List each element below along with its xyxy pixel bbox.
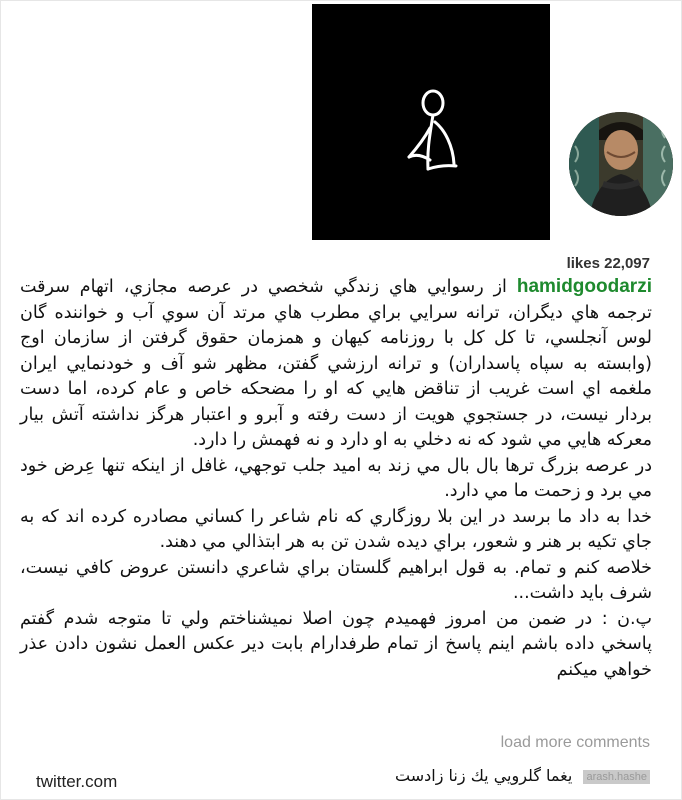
load-more-comments-link[interactable]: load more comments xyxy=(500,734,650,751)
comment-item xyxy=(395,766,650,785)
commenter-username[interactable]: arash.hashe xyxy=(583,770,650,784)
likes-count: likes 22,097 xyxy=(566,255,650,272)
caption-paragraph xyxy=(20,274,652,454)
caption-paragraph: خلاصه كنم و تمام. به قول ابراهيم گلستان براي شاعري دانستن عروض كافي نيست، شرف بايد داشت... xyxy=(20,557,652,603)
post-caption xyxy=(20,274,652,683)
post-image[interactable] xyxy=(312,4,550,240)
caption-paragraph: پ.ن : در ضمن من امروز فهميدم چون اصلا نميشناختم ولي تا متوجه شدم گفتم پاسخي داده باشم اينم پاسخ از تمام طرفدارام بابت دير عكس العمل نشون دادن عذر خواهي ميكنم xyxy=(20,608,652,680)
avatar[interactable] xyxy=(569,112,673,216)
caption-paragraph: خدا به داد ما برسد در اين بلا روزگاري كه نام شاعر را كساني مصادره كرده اند كه به جاي تكيه بر هنر و شعور، براي ديده شدن تن به هر ابتذالي مي دهند. xyxy=(20,506,652,552)
source-label: twitter.com xyxy=(36,772,118,791)
comment-text: يغما گلرويي يك زنا زادست xyxy=(395,766,573,785)
stick-figure-sitting-icon xyxy=(312,4,550,240)
profile-photo-avatar xyxy=(569,112,673,216)
caption-paragraph: در عرصه بزرگ ترها بال بال مي زند به اميد جلب توجهي، غافل از اينكه تنها عِرض خود مي برد و زحمت ما مي دارد. xyxy=(20,455,652,501)
username-link[interactable]: hamidgoodarzi xyxy=(516,276,652,297)
caption-text: از رسوايي هاي زندگي شخصي در عرصه مجازي، اتهام سرقت ترجمه هاي ديگران، ترانه سرايي براي مطرب هاي مرتد آن سوي آب و خواننده گان لوس آنجلسي، تا كل كل با روزنامه كيهان و همزمان حقوق گرفتن از سازمان اوج (وابسته به سپاه پاسداران) و ترانه ارزشي گفتن، مظهر شو آف و خودنمايي ايران ملغمه اي است غريب از تناقض هايي كه او را مضحكه خاص و عام كرده، اما دست بردار نيست، در جستجوي هويت از دست رفته و آبرو و اعتبار هرگز نداشته آتش بيار معركه هايي مي شود كه نه دخلي به او دارد و نه فهمش را دارد. xyxy=(20,277,652,450)
